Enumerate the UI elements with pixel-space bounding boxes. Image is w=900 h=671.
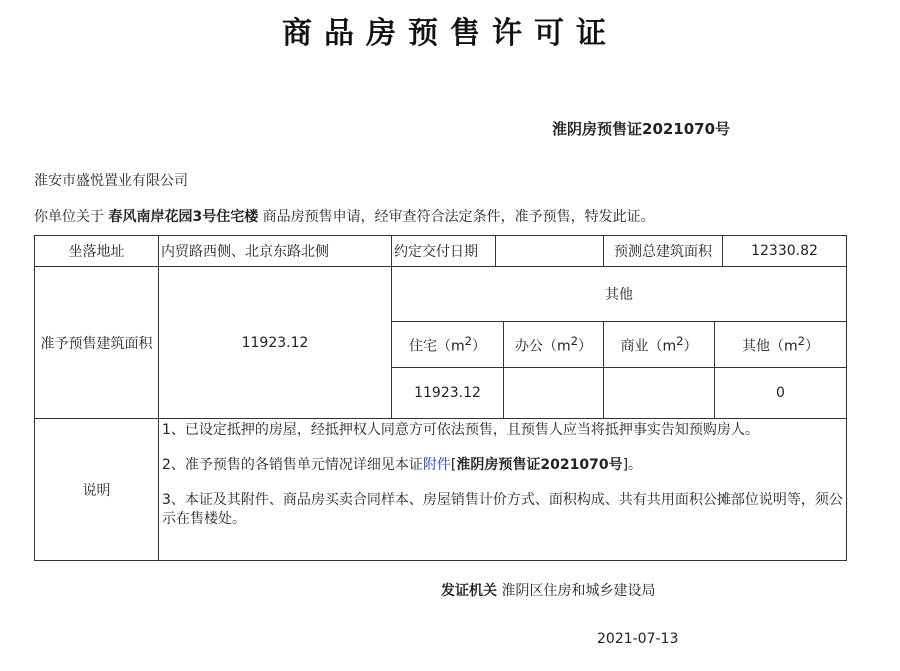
notes-label: 说明 — [35, 419, 159, 561]
col-other: 其他$(m^2)$ — [715, 322, 847, 368]
val-residential: 11923.12 — [392, 368, 504, 419]
page-title: 商品房预售许可证 — [282, 16, 618, 51]
val-commercial — [604, 368, 715, 419]
total-area-label: 预测总建筑面积 — [604, 236, 723, 267]
intro-suffix: 商品房预售申请，经审查符合法定条件，准予预售，特发此证。 — [258, 209, 655, 225]
location-value: 内贸路西侧、北京东路北侧 — [159, 236, 392, 267]
presale-area-label: 准予预售建筑面积 — [35, 267, 159, 419]
note-2: 2、准予预售的各销售单元情况详细见本证附件[淮阴房预售证2021070号]。 — [162, 457, 643, 473]
col-commercial: 商业$(m^2)$ — [604, 322, 715, 368]
project-name: 春风南岸花园3号住宅楼 — [108, 209, 259, 225]
note-1: 1、已设定抵押的房屋，经抵押权人同意方可依法预售，且预售人应当将抵押事实告知预购房人。 — [162, 422, 759, 438]
attachment-cert-no: 淮阴房预售证2021070号 — [456, 457, 623, 473]
certificate-number: 淮阴房预售证2021070号 — [552, 120, 731, 138]
issue-date: 2021-07-13 — [597, 631, 679, 647]
total-area-value: 12330.82 — [723, 236, 847, 267]
note-3: 3、本证及其附件、商品房买卖合同样本、房屋销售计价方式、面积构成、共有共用面积公摊部位说明等，须公示在售楼处。 — [162, 492, 843, 527]
delivery-date-value — [496, 236, 604, 267]
intro-statement — [34, 206, 655, 226]
intro-prefix: 你单位关于 — [34, 209, 109, 225]
val-other: 0 — [715, 368, 847, 419]
permit-table — [34, 235, 847, 561]
issuer-label: 发证机关 — [441, 583, 497, 599]
col-residential: 住宅$(m^2)$ — [392, 322, 504, 368]
col-office: 办公$(m^2)$ — [504, 322, 604, 368]
presale-area-value: 11923.12 — [159, 267, 392, 419]
issuing-authority — [441, 580, 655, 600]
val-office — [504, 368, 604, 419]
issuer-value: 淮阴区住房和城乡建设局 — [497, 583, 656, 599]
location-label: 坐落地址 — [35, 236, 159, 267]
notes-content — [159, 419, 847, 561]
company-name: 淮安市盛悦置业有限公司 — [34, 173, 188, 189]
other-header: 其他 — [392, 267, 847, 322]
attachment-link[interactable]: 附件 — [422, 457, 451, 473]
delivery-date-label: 约定交付日期 — [392, 236, 496, 267]
